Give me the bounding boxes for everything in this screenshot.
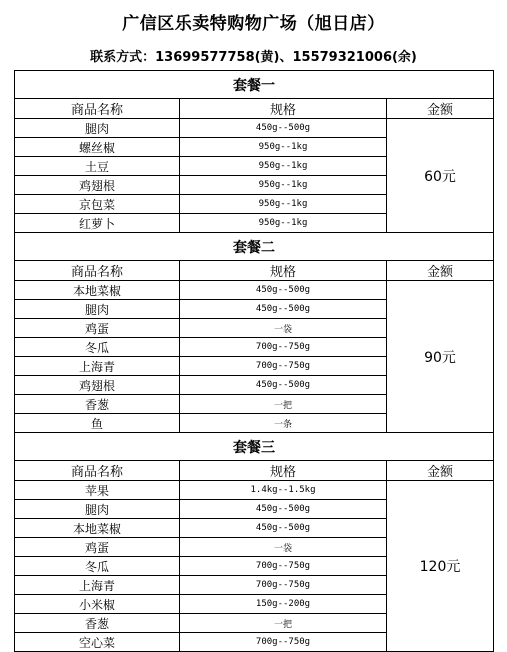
package-title: 套餐一 (15, 71, 494, 99)
item-spec: 一袋 (180, 538, 387, 557)
item-name: 本地菜椒 (15, 281, 180, 300)
package-price: 60元 (387, 119, 494, 233)
item-name: 鸡蛋 (15, 319, 180, 338)
contact-info: 联系方式：13699577758(黄)、15579321006(余) (90, 50, 417, 65)
item-spec: 950g--1kg (180, 138, 387, 157)
item-name: 苹果 (15, 481, 180, 500)
item-spec: 700g--750g (180, 357, 387, 376)
column-header-spec: 规格 (180, 261, 387, 281)
item-spec: 150g--200g (180, 595, 387, 614)
column-header-name: 商品名称 (15, 261, 180, 281)
package-section (15, 233, 494, 261)
item-spec: 450g--500g (180, 281, 387, 300)
page-title: 广信区乐卖特购物广场（旭日店） (122, 14, 385, 34)
item-spec: 700g--750g (180, 338, 387, 357)
package-menu-table (14, 70, 494, 652)
package-section (15, 71, 494, 99)
item-name: 冬瓜 (15, 557, 180, 576)
item-spec: 700g--750g (180, 633, 387, 652)
item-name: 本地菜椒 (15, 519, 180, 538)
column-header-spec: 规格 (180, 99, 387, 119)
item-spec: 950g--1kg (180, 157, 387, 176)
item-name: 土豆 (15, 157, 180, 176)
item-spec: 450g--500g (180, 500, 387, 519)
item-spec: 700g--750g (180, 557, 387, 576)
item-name: 上海青 (15, 576, 180, 595)
item-name: 腿肉 (15, 500, 180, 519)
package-price: 120元 (387, 481, 494, 652)
item-name: 腿肉 (15, 119, 180, 138)
item-name: 香葱 (15, 395, 180, 414)
item-name: 鸡蛋 (15, 538, 180, 557)
item-spec: 1.4kg--1.5kg (180, 481, 387, 500)
column-header-price: 金额 (387, 99, 494, 119)
item-spec: 700g--750g (180, 576, 387, 595)
item-name: 红萝卜 (15, 214, 180, 233)
item-name: 螺丝椒 (15, 138, 180, 157)
item-spec: 450g--500g (180, 519, 387, 538)
item-name: 香葱 (15, 614, 180, 633)
item-name: 空心菜 (15, 633, 180, 652)
column-header-name: 商品名称 (15, 461, 180, 481)
item-spec: 一条 (180, 414, 387, 433)
package-title: 套餐二 (15, 233, 494, 261)
package-title: 套餐三 (15, 433, 494, 461)
item-spec: 950g--1kg (180, 214, 387, 233)
item-name: 鸡翅根 (15, 176, 180, 195)
item-spec: 950g--1kg (180, 195, 387, 214)
item-spec: 450g--500g (180, 376, 387, 395)
item-name: 京包菜 (15, 195, 180, 214)
column-header-row (15, 461, 494, 481)
item-name: 小米椒 (15, 595, 180, 614)
item-spec: 一把 (180, 614, 387, 633)
item-spec: 450g--500g (180, 119, 387, 138)
column-header-price: 金额 (387, 261, 494, 281)
item-name: 鱼 (15, 414, 180, 433)
item-name: 上海青 (15, 357, 180, 376)
item-spec: 950g--1kg (180, 176, 387, 195)
item-name: 腿肉 (15, 300, 180, 319)
table-row (15, 281, 494, 300)
package-section (15, 433, 494, 461)
table-row (15, 481, 494, 500)
table-row (15, 119, 494, 138)
column-header-spec: 规格 (180, 461, 387, 481)
column-header-name: 商品名称 (15, 99, 180, 119)
item-name: 冬瓜 (15, 338, 180, 357)
package-price: 90元 (387, 281, 494, 433)
column-header-row (15, 261, 494, 281)
item-name: 鸡翅根 (15, 376, 180, 395)
column-header-row (15, 99, 494, 119)
item-spec: 450g--500g (180, 300, 387, 319)
item-spec: 一袋 (180, 319, 387, 338)
item-spec: 一把 (180, 395, 387, 414)
column-header-price: 金额 (387, 461, 494, 481)
